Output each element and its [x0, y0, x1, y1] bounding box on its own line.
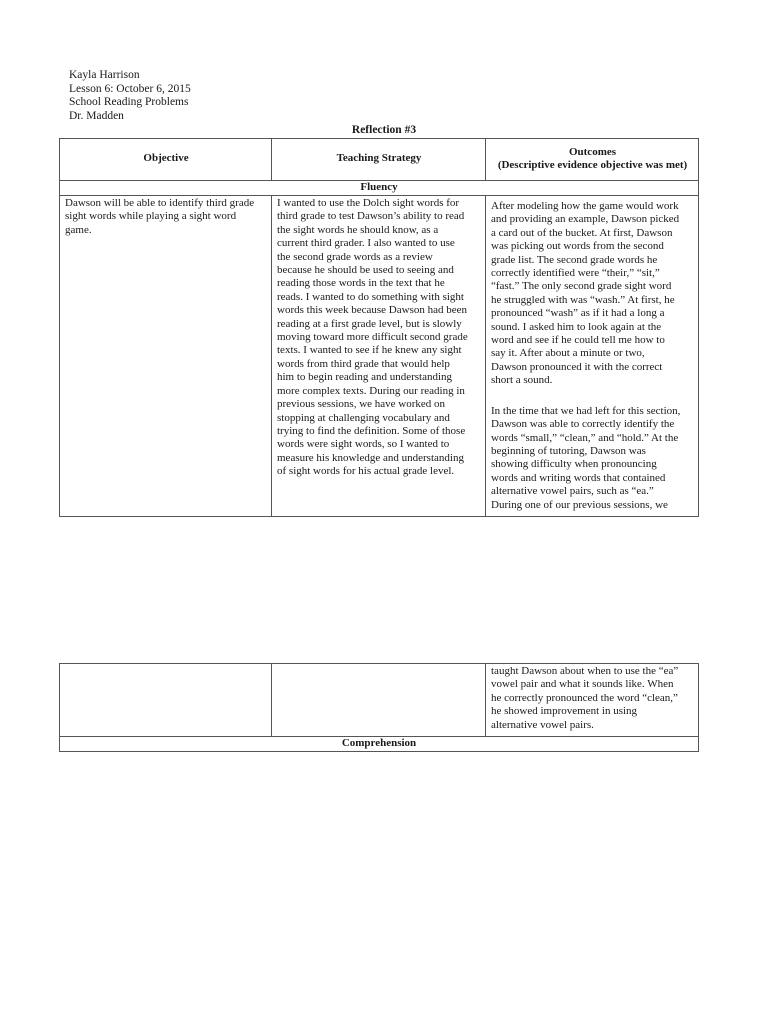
outcomes-header-title: Outcomes: [568, 145, 617, 158]
table-header-row: [60, 139, 699, 181]
lesson-date: Lesson 6: October 6, 2015: [69, 82, 191, 95]
column-header-strategy: Teaching Strategy: [272, 139, 486, 181]
strategy-text: I wanted to use the Dolch sight words for third grade to test Dawson’s ability to read the sight words he should know, as a current third grader. I also wanted to use the second grade words as a review because he should be used to seeing and reading those words in the text that he reads. I wanted to do something with sight words this week because Dawson had been reading at a first grade level, but is slowly moving toward more difficult second grade texts. I wanted to see if he knew any sight words from third grade that would help him to begin reading and understanding more complex texts. During our reading in previous sessions, we have worked on stopping at challenging vocabulary and trying to find the definition. Some of those words were sight words, so I wanted to measure his knowledge and understanding of sight words for his actual grade level.: [277, 197, 468, 478]
objective-cell-empty: [60, 664, 272, 737]
column-header-objective: Objective: [60, 139, 272, 181]
column-header-outcomes: [486, 139, 699, 181]
course-name: School Reading Problems: [69, 96, 189, 109]
strategy-cell-empty: [272, 664, 486, 737]
outcomes-cell: [486, 196, 699, 517]
objective-text: Dawson will be able to identify third grade sight words while playing a sight word game.: [65, 197, 255, 236]
instructor-name: Dr. Madden: [69, 109, 124, 122]
section-row-comprehension: [60, 737, 699, 752]
section-label-fluency: Fluency: [60, 181, 699, 196]
outcome-paragraph-2: In the time that we had left for this section, Dawson was able to correctly identify the words “small,” “clean,” and “hold.” At the beginning of tutoring, Dawson was showing difficulty when pronouncing words and writing words that contained alternative vowel pairs, such as “ea.” During one of our previous sessions, we: [491, 404, 681, 511]
table-row: [60, 196, 699, 517]
section-row-fluency: [60, 181, 699, 196]
reflection-table-continued: [59, 663, 699, 752]
strategy-cell: [272, 196, 486, 517]
reflection-table: [59, 138, 699, 517]
document-header: [69, 69, 191, 123]
outcomes-cell-continued: [486, 664, 699, 737]
document-title: Reflection #3: [351, 124, 417, 136]
section-label-comprehension: Comprehension: [60, 737, 699, 752]
objective-cell: [60, 196, 272, 517]
table-row: [60, 664, 699, 737]
outcome-continued-text: taught Dawson about when to use the “ea” vowel pair and what it sounds like. When he correctly pronounced the word “clean,” he showed improvement in using alternative vowel pairs.: [491, 665, 679, 731]
outcomes-header-subtitle: (Descriptive evidence objective was met): [497, 159, 688, 171]
outcome-paragraph-1: After modeling how the game would work and providing an example, Dawson picked a card out of the bucket. At first, Dawson was picking out words from the second grade list. The second grade words he correctly identified were “their,” “sit,” “fast.” The only second grade sight word he struggled with was “wash.” At first, he pronounced “wash” as if it had a long a sound. I asked him to look again at the word and see if he could tell me how to say it. After about a minute or two, Dawson pronounced it with the correct short a sound.: [491, 200, 680, 387]
author-name: Kayla Harrison: [69, 69, 140, 81]
